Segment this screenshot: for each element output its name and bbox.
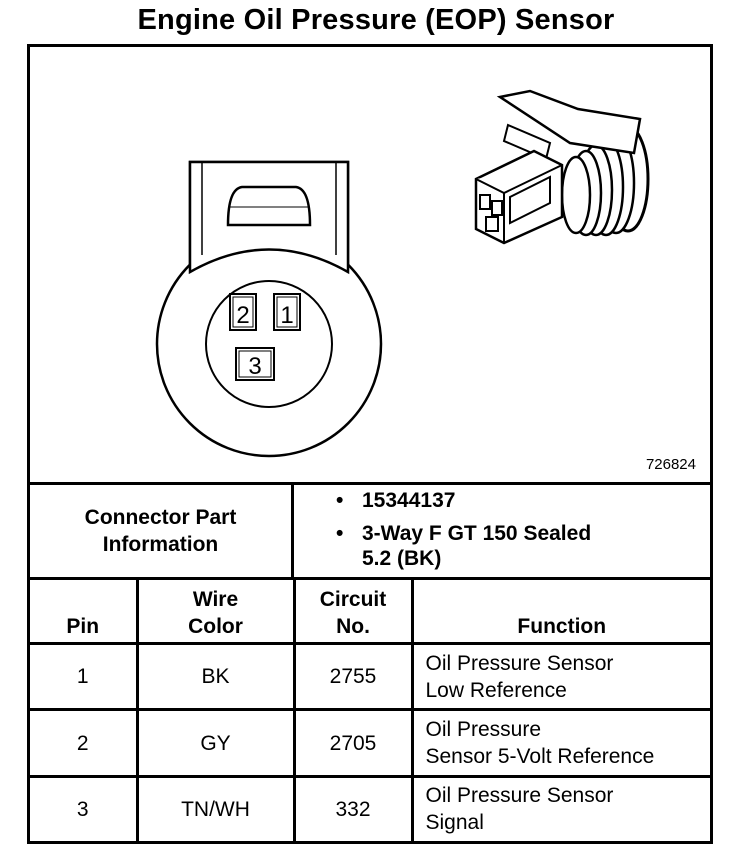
cell-wire-color: BK <box>137 644 294 710</box>
connector-isometric-illustration <box>476 91 648 243</box>
connector-color: 5.2 (BK) <box>362 547 442 570</box>
cell-pin: 1 <box>30 644 137 710</box>
table-row <box>30 710 710 776</box>
cell-pin: 3 <box>30 776 137 841</box>
cell-wire-color: GY <box>137 710 294 776</box>
cell-function: Oil Pressure Sensor Low Reference <box>412 644 710 710</box>
table-header-row <box>30 580 710 644</box>
cell-circuit: 2755 <box>294 644 412 710</box>
table-row <box>30 776 710 841</box>
table-row <box>30 644 710 710</box>
connector-description: • 3-Way F GT 150 Sealed 5.2 (BK) <box>294 521 710 571</box>
connector-inner-ring <box>206 281 332 407</box>
header-function: Function <box>412 580 710 644</box>
connector-label-line1: Connector Part <box>84 506 237 529</box>
page-title: Engine Oil Pressure (EOP) Sensor <box>137 4 615 36</box>
connector-part-information <box>30 482 710 580</box>
header-pin: Pin <box>30 580 137 644</box>
latch-tab <box>228 187 310 225</box>
connector-figure <box>30 47 710 482</box>
cell-function: Oil Pressure Sensor Signal <box>412 776 710 841</box>
connector-part-number: • 15344137 <box>294 488 710 513</box>
connector-face-diagram <box>30 47 710 482</box>
connector-table-frame <box>27 44 713 844</box>
cell-wire-color: TN/WH <box>137 776 294 841</box>
cell-circuit: 2705 <box>294 710 412 776</box>
header-circuit: Circuit No. <box>294 580 412 644</box>
pin-label-1: 1 <box>280 302 294 329</box>
pinout-table <box>30 580 710 841</box>
connector-part-values <box>294 485 710 580</box>
cell-function: Oil Pressure Sensor 5-Volt Reference <box>412 710 710 776</box>
connector-part-label <box>30 485 294 577</box>
pin-label-2: 2 <box>236 302 250 329</box>
cell-circuit: 332 <box>294 776 412 841</box>
figure-id: 726824 <box>645 456 696 473</box>
pin-label-3: 3 <box>248 353 262 380</box>
header-wire-color: Wire Color <box>137 580 294 644</box>
connector-label-line2: Information <box>102 533 219 556</box>
cell-pin: 2 <box>30 710 137 776</box>
